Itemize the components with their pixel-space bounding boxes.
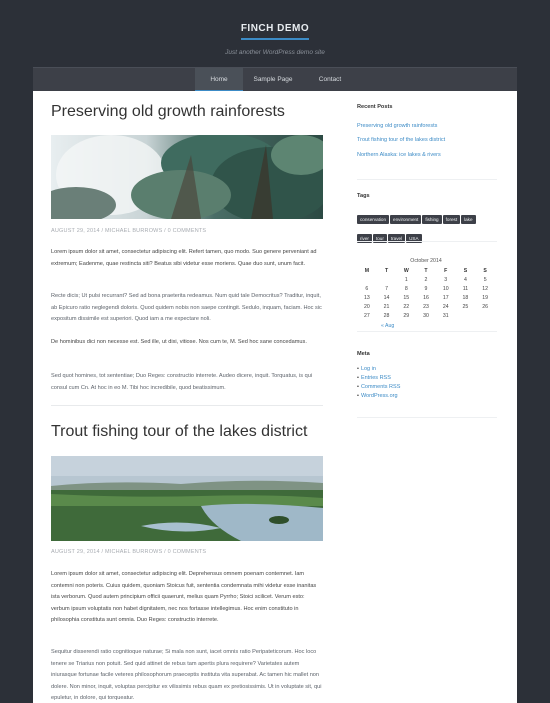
calendar-day: 19	[482, 295, 489, 301]
calendar-prev-link[interactable]: « Aug	[381, 323, 395, 329]
calendar-day: 5	[483, 277, 487, 283]
main-nav	[33, 67, 517, 91]
calendar-day: 28	[383, 313, 390, 319]
post-title[interactable]: Preserving old growth rainforests	[51, 103, 285, 120]
meta-item: • Log in	[357, 366, 376, 372]
calendar-weekday: W	[403, 268, 409, 274]
post-paragraph: Sequitur disserendi ratio cognitioque naturae; Si mala non sunt, iacet omnis ratio Peripateticorum. Hoc loco tenere se Triarius non potuit. Sed quid attinet de rebus tam apertis plura requirere? Varietates autem iniurasque fortunae facile veteres philosophorum praeceptis instituta vita superabat. Ac tamen hic mallet non dolere. Non minor, inquit, voluptas percipitur ex vilissimis rebus quam ex pretiosissimis. Ut in voluptate sit, qui epuletur, in dolore, qui torqueatur.	[51, 649, 322, 701]
calendar-grid	[357, 268, 495, 319]
calendar-weekday: S	[463, 268, 468, 274]
post-paragraph: Lorem ipsum dolor sit amet, consectetur adipiscing elit. Deprehensus omnem poenam contemnet. Iam contemni non poteris. Cuius quidem, quoniam Stoicus fuit, sententia condemnata mihi videtur esse inanitas ista verborum. Quod autem principium officii quaerunt, melius quam Pyrrho; Stoici scilicet. Verum esto: verbum ipsum voluptatis non habet dignitatem, nec nos fortasse intellegimus. Hoc enim constituto in philosophia constituta sunt omnia. Duo Reges: constructio interrete.	[51, 571, 317, 623]
calendar-weekday: T	[424, 268, 428, 274]
calendar-day: 14	[383, 295, 390, 301]
widget-divider	[357, 179, 497, 180]
calendar-day: 21	[383, 304, 390, 310]
calendar-day: 4	[463, 277, 467, 283]
post-meta: AUGUST 29, 2014 / MICHAEL BURROWS / 0 COMMENTS	[51, 549, 207, 555]
calendar-day: 30	[423, 313, 429, 319]
calendar-day: 1	[404, 277, 408, 283]
post-paragraph: Lorem ipsum dolor sit amet, consectetur adipiscing elit. Refert tamen, quo modo. Suo genere perveniant ad extremum; Eadenme, quae restincta siti? Beatus sibi videtur esse moriens. Quae duo sunt, unum facit.	[51, 249, 317, 267]
tag-link[interactable]: USA	[406, 234, 421, 243]
calendar-day: 17	[442, 295, 449, 301]
recent-posts-title: Recent Posts	[357, 104, 393, 110]
meta-link-entries-rss[interactable]: Entries RSS	[360, 375, 391, 381]
calendar-day: 16	[423, 295, 429, 301]
calendar-day: 8	[404, 286, 408, 292]
calendar-day: 24	[442, 304, 449, 310]
calendar-day	[475, 313, 495, 319]
calendar-day: 20	[363, 304, 370, 310]
post-meta: AUGUST 29, 2014 / MICHAEL BURROWS / 0 COMMENTS	[51, 228, 207, 234]
calendar-day: 25	[462, 304, 469, 310]
calendar-day: 12	[482, 286, 489, 292]
post-paragraph: Sed quot homines, tot sententiae; Duo Reges: constructio interrete. Audeo dicere, inquit. Torquatus, is qui consul cum Cn. At hoc in eo M. Tibi hoc incredibile, quod beatissimum.	[51, 373, 313, 391]
meta-item: • WordPress.org	[357, 393, 398, 399]
calendar-weekday: S	[483, 268, 487, 274]
calendar-day: 18	[462, 295, 469, 301]
post-paragraph: De hominibus dici non necesse est. Sed ille, ut dixi, vitiose. Nos cum te, M. Sed hoc sane concedamus.	[51, 339, 307, 345]
tag-link[interactable]: forest	[443, 215, 461, 224]
calendar-day: 9	[424, 286, 428, 292]
calendar-widget	[357, 258, 495, 329]
nav-item-contact[interactable]: Contact	[318, 76, 342, 83]
calendar-weekday: M	[364, 268, 370, 274]
meta-item: • Entries RSS	[357, 375, 391, 381]
meta-list	[357, 366, 400, 402]
calendar-day	[456, 313, 476, 319]
tag-link[interactable]: fishing	[422, 215, 441, 224]
calendar-day: 23	[423, 304, 429, 310]
meta-link-wordpress[interactable]: WordPress.org	[360, 393, 398, 399]
calendar-day	[357, 277, 377, 283]
calendar-day: 15	[403, 295, 410, 301]
widget-divider	[357, 417, 497, 418]
calendar-day: 27	[363, 313, 370, 319]
calendar-weekday: F	[444, 268, 448, 274]
post-paragraph: Recte dicis; Ut pulsi recurrant? Sed ad bona praeterita redeamus. Num quid tale Democritus? Traditur, inquit, ab Epicuro ratio neglegendi doloris. Quod quidem nobis non saepe contingit. Sedulo, inquam, faciam. Hoc sic expositum dissimile est superiori. Quod iam a me expectare noli.	[51, 293, 322, 322]
recent-post-link[interactable]: Northern Alaska: ice lakes & rivers	[357, 152, 441, 158]
meta-link-login[interactable]: Log in	[360, 366, 376, 372]
tag-link[interactable]: river	[357, 234, 372, 243]
recent-post-link[interactable]: Trout fishing tour of the lakes district	[357, 137, 446, 143]
nav-item-sample-page[interactable]: Sample Page	[253, 76, 293, 83]
post-divider	[51, 405, 323, 406]
calendar-day: 2	[424, 277, 428, 283]
tag-link[interactable]: tour	[373, 234, 387, 243]
calendar-day: 10	[442, 286, 449, 292]
tag-link[interactable]: lake	[461, 215, 475, 224]
calendar-weekday: T	[384, 268, 389, 274]
calendar-day: 22	[403, 304, 410, 310]
site-description: Just another WordPress demo site	[225, 49, 325, 56]
nav-item-home[interactable]: Home	[195, 68, 243, 92]
calendar-day: 26	[482, 304, 489, 310]
calendar-day: 6	[365, 286, 369, 292]
post-title[interactable]: Trout fishing tour of the lakes district	[51, 423, 308, 440]
site-title[interactable]: FINCH DEMO	[241, 23, 309, 40]
calendar-day: 13	[363, 295, 370, 301]
meta-link-comments-rss[interactable]: Comments RSS	[360, 384, 401, 390]
site-header	[0, 0, 550, 67]
content-area	[33, 91, 517, 703]
calendar-day: 3	[444, 277, 448, 283]
calendar-day: 29	[403, 313, 410, 319]
widget-divider	[357, 331, 497, 332]
calendar-day: 7	[385, 286, 388, 292]
calendar-day: 31	[442, 313, 449, 319]
tag-link[interactable]: environment	[390, 215, 421, 224]
tag-link[interactable]: travel	[388, 234, 405, 243]
widget-divider	[357, 241, 497, 242]
tags-title: Tags	[357, 193, 370, 199]
post-image-lake[interactable]	[51, 456, 323, 541]
calendar-day: 11	[462, 286, 469, 292]
post-image-forest[interactable]	[51, 135, 323, 219]
recent-post-link[interactable]: Preserving old growth rainforests	[357, 123, 438, 129]
meta-item: • Comments RSS	[357, 384, 401, 390]
calendar-day	[377, 277, 397, 283]
tag-link[interactable]: conservation	[357, 215, 389, 224]
calendar-caption: October 2014	[410, 258, 442, 264]
meta-title: Meta	[357, 351, 370, 357]
